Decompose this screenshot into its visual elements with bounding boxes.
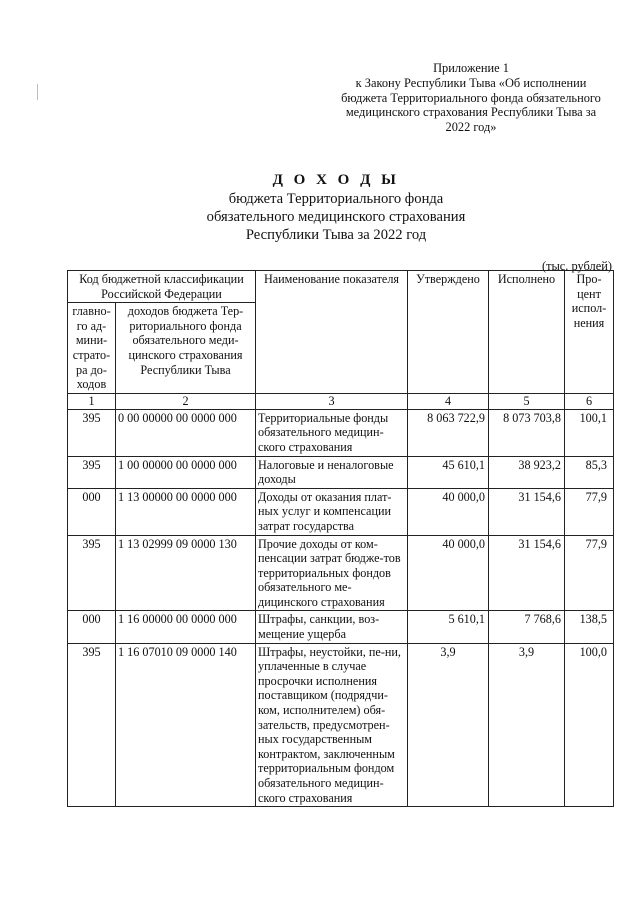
column-number-row	[68, 393, 614, 409]
appendix-line: медицинского страхования Республики Тыва за	[345, 105, 597, 120]
cell-admin: 395	[68, 456, 116, 488]
units-label: (тыс. рублей)	[541, 259, 612, 273]
table-row	[68, 409, 614, 456]
document-title	[0, 171, 640, 244]
cell-admin: 000	[68, 611, 116, 643]
cell-name: Налоговые и неналоговые доходы	[256, 456, 408, 488]
cell-percent: 100,0	[565, 643, 614, 807]
scan-artifact-mark	[37, 84, 38, 100]
cell-approved: 45 610,1	[408, 456, 489, 488]
cell-executed: 7 768,6	[489, 611, 565, 643]
title-main: Д О Х О Д Ы	[272, 172, 400, 188]
column-number: 2	[116, 393, 256, 409]
header-percent: Про-цент испол-нения	[565, 271, 614, 394]
title-line: бюджета Территориального фонда	[228, 191, 444, 207]
column-number: 4	[408, 393, 489, 409]
cell-percent: 77,9	[565, 488, 614, 535]
cell-executed: 3,9	[489, 643, 565, 807]
cell-code: 0 00 00000 00 0000 000	[116, 409, 256, 456]
cell-code: 1 13 00000 00 0000 000	[116, 488, 256, 535]
cell-executed: 38 923,2	[489, 456, 565, 488]
appendix-line: 2022 год»	[445, 120, 497, 135]
column-number: 5	[489, 393, 565, 409]
cell-executed: 31 154,6	[489, 535, 565, 611]
header-income: доходов бюджета Тер-риториального фонда обязательного меди-цинского страхования Республики Тыва	[116, 303, 256, 394]
cell-code: 1 16 07010 09 0000 140	[116, 643, 256, 807]
table-row	[68, 456, 614, 488]
cell-code: 1 16 00000 00 0000 000	[116, 611, 256, 643]
cell-executed: 8 073 703,8	[489, 409, 565, 456]
cell-percent: 77,9	[565, 535, 614, 611]
cell-approved: 3,9	[408, 643, 489, 807]
column-number: 1	[68, 393, 116, 409]
cell-admin: 395	[68, 643, 116, 807]
title-line: обязательного медицинского страхования	[206, 209, 466, 225]
table-row	[68, 643, 614, 807]
cell-percent: 138,5	[565, 611, 614, 643]
appendix-note	[320, 61, 622, 135]
title-line: Республики Тыва за 2022 год	[245, 227, 427, 243]
cell-name: Штрафы, санкции, воз-мещение ущерба	[256, 611, 408, 643]
header-name: Наименование показателя	[256, 271, 408, 394]
cell-admin: 000	[68, 488, 116, 535]
table-row	[68, 535, 614, 611]
header-admin: главно-го ад-мини-страто-ра до-ходов	[68, 303, 116, 394]
column-number: 3	[256, 393, 408, 409]
column-number: 6	[565, 393, 614, 409]
table-row	[68, 611, 614, 643]
header-executed: Исполнено	[489, 271, 565, 394]
cell-approved: 5 610,1	[408, 611, 489, 643]
cell-percent: 85,3	[565, 456, 614, 488]
header-code-group: Код бюджетной классификации Российской Федерации	[68, 271, 256, 303]
cell-code: 1 13 02999 09 0000 130	[116, 535, 256, 611]
cell-code: 1 00 00000 00 0000 000	[116, 456, 256, 488]
cell-approved: 40 000,0	[408, 488, 489, 535]
header-approved: Утверждено	[408, 271, 489, 394]
cell-name: Штрафы, неустойки, пе-ни, уплаченные в случае просрочки исполнения поставщиком (подрядчи-ком, исполнителем) обя-зательств, предусмотрен-ных государственным контрактом, заключенным территориальным фондом обязательного медицин-ского страхования	[256, 643, 408, 807]
cell-percent: 100,1	[565, 409, 614, 456]
header-row	[68, 271, 614, 303]
cell-name: Прочие доходы от ком-пенсации затрат бюдже-тов территориальных фондов обязательного ме-дицинского страхования	[256, 535, 408, 611]
cell-admin: 395	[68, 535, 116, 611]
cell-approved: 8 063 722,9	[408, 409, 489, 456]
cell-admin: 395	[68, 409, 116, 456]
cell-approved: 40 000,0	[408, 535, 489, 611]
appendix-line: бюджета Территориального фонда обязательного	[341, 90, 601, 105]
cell-name: Доходы от оказания плат-ных услуг и компенсации затрат государства	[256, 488, 408, 535]
cell-name: Территориальные фонды обязательного медицин-ского страхования	[256, 409, 408, 456]
income-table	[67, 270, 614, 807]
table-row	[68, 488, 614, 535]
appendix-line: к Закону Республики Тыва «Об исполнении	[355, 75, 587, 90]
cell-executed: 31 154,6	[489, 488, 565, 535]
appendix-line: Приложение 1	[433, 61, 509, 75]
